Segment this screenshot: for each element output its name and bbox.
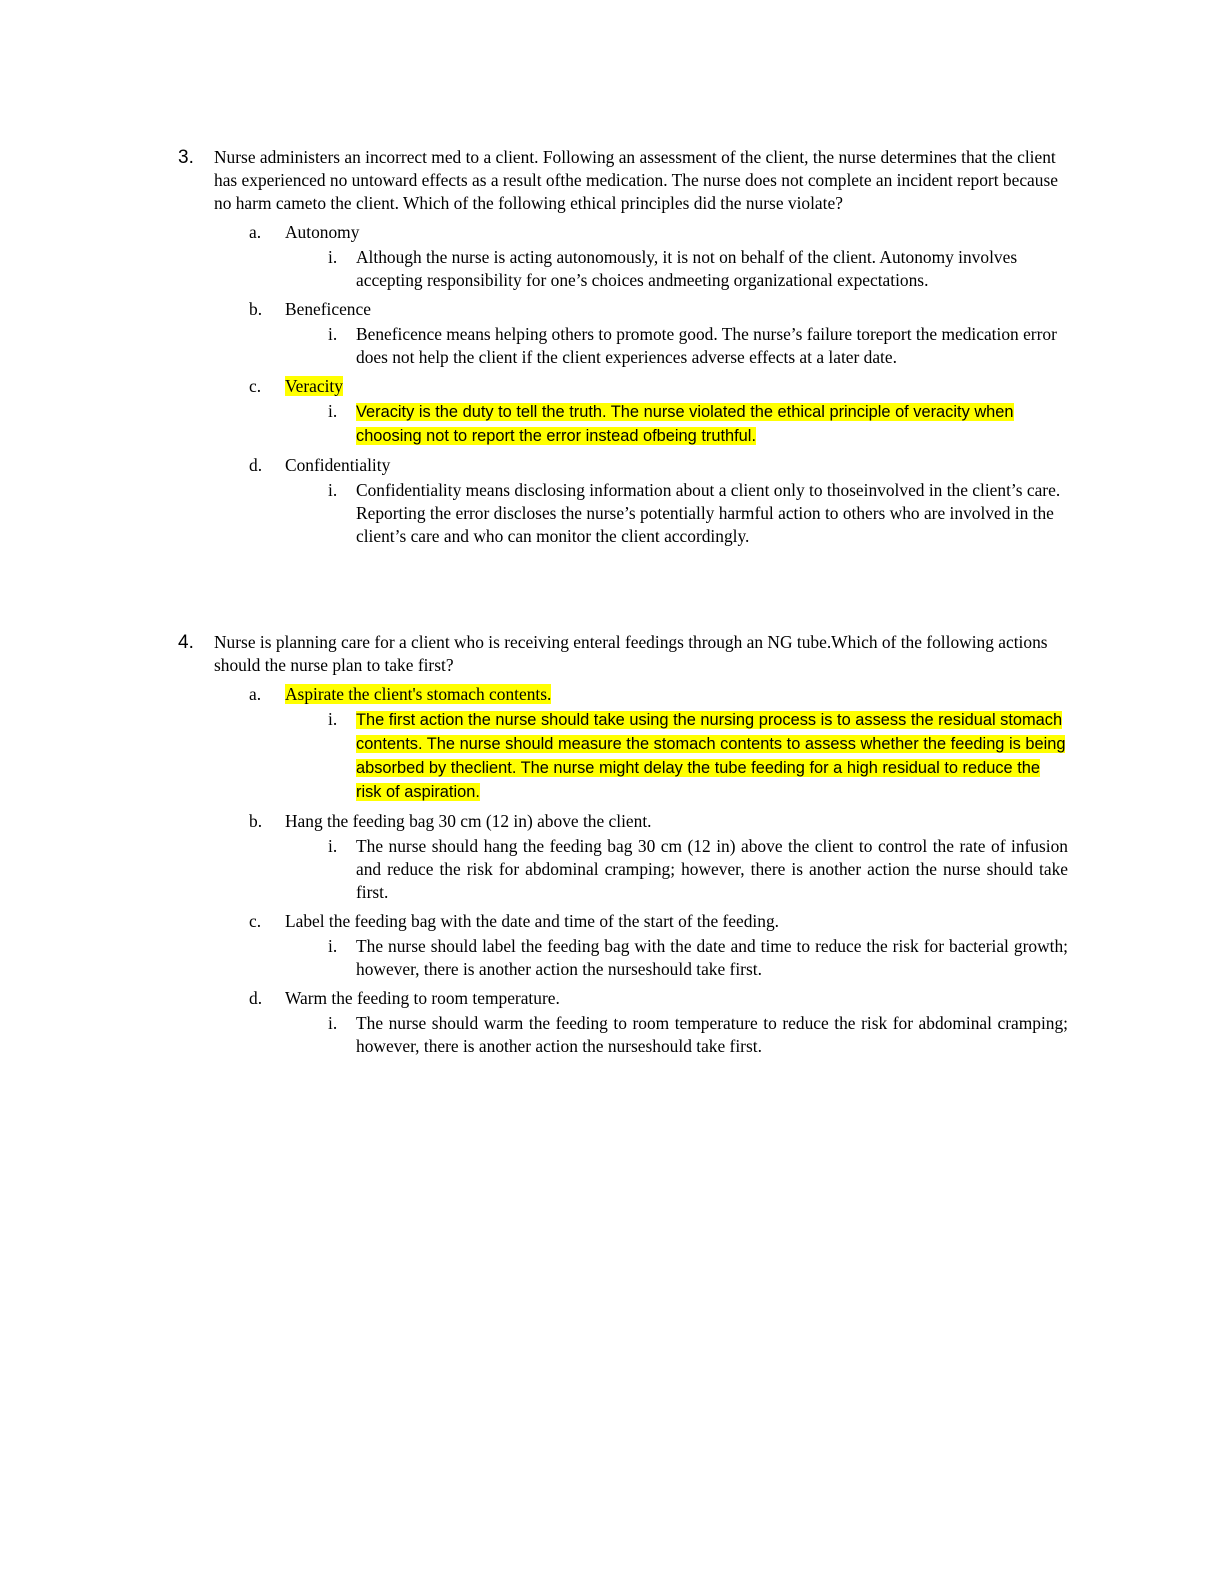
explanation-text: The nurse should hang the feeding bag 30 cm (12 in) above the client to control the rate of infusion and reduce the risk for abdominal cramping; however, there is another action the nurse should take first.: [356, 836, 1068, 902]
option-a-correct: [178, 683, 1078, 706]
option-letter: b.: [249, 299, 263, 319]
explanation-text: The first action the nurse should take using the nursing process is to assess the residual stomach contents. The nurse should measure the stomach contents to assess whether the feeding is being absorbed by theclient. The nurse might delay the tube feeding for a high residual to reduce the risk of aspiration.: [356, 711, 1066, 801]
option-letter: a.: [249, 222, 262, 242]
explanation-number: i.: [328, 709, 338, 729]
explanation: [178, 835, 1078, 904]
explanation: [178, 479, 1078, 548]
explanation-number: i.: [328, 1013, 338, 1033]
option-c: [178, 910, 1078, 933]
explanation-highlighted: [178, 708, 1078, 804]
option-label: Label the feeding bag with the date and time of the start of the feeding.: [285, 911, 780, 931]
question-3: [178, 146, 1078, 548]
option-b: [178, 298, 1078, 321]
explanation-text: Although the nurse is acting autonomously, it is not on behalf of the client. Autonomy involves accepting responsibility for one’s choices andmeeting organizational expectations.: [356, 247, 1018, 290]
explanation-text: Confidentiality means disclosing information about a client only to thoseinvolved in the client’s care. Reporting the error discloses the nurse’s potentially harmful action to others who are involved in the client’s care and who can monitor the client accordingly.: [356, 480, 1061, 546]
option-letter: c.: [249, 376, 262, 396]
explanation-text: Veracity is the duty to tell the truth. The nurse violated the ethical principle of veracity when choosing not to report the error instead ofbeing truthful.: [356, 403, 1014, 445]
explanation-number: i.: [328, 247, 338, 267]
question-4: [178, 631, 1078, 1058]
option-d: [178, 987, 1078, 1010]
option-letter: d.: [249, 455, 263, 475]
question-number: 3.: [178, 147, 194, 168]
explanation-number: i.: [328, 836, 338, 856]
explanation: [178, 246, 1078, 292]
explanation: [178, 323, 1078, 369]
option-label: Confidentiality: [285, 455, 391, 475]
option-label: Hang the feeding bag 30 cm (12 in) above the client.: [285, 811, 652, 831]
option-label-highlighted: Aspirate the client's stomach contents.: [285, 684, 552, 704]
explanation-number: i.: [328, 401, 338, 421]
explanation: [178, 935, 1078, 981]
option-letter: b.: [249, 811, 263, 831]
option-letter: c.: [249, 911, 262, 931]
explanation-number: i.: [328, 324, 338, 344]
option-c-correct: [178, 375, 1078, 398]
explanation-highlighted: [178, 400, 1078, 448]
option-b: [178, 810, 1078, 833]
option-d: [178, 454, 1078, 477]
explanation-number: i.: [328, 480, 338, 500]
question-number: 4.: [178, 632, 194, 653]
option-letter: d.: [249, 988, 263, 1008]
option-label-highlighted: Veracity: [285, 376, 343, 396]
explanation-text: Beneficence means helping others to promote good. The nurse’s failure toreport the medication error does not help the client if the client experiences adverse effects at a later date.: [356, 324, 1057, 367]
option-label: Warm the feeding to room temperature.: [285, 988, 560, 1008]
explanation: [178, 1012, 1078, 1058]
explanation-text: The nurse should warm the feeding to room temperature to reduce the risk for abdominal cramping; however, there is another action the nurseshould take first.: [356, 1013, 1068, 1056]
question-text: Nurse is planning care for a client who is receiving enteral feedings through an NG tube.Which of the following actions should the nurse plan to take first?: [214, 632, 1048, 675]
option-letter: a.: [249, 684, 262, 704]
question-text: Nurse administers an incorrect med to a client. Following an assessment of the client, the nurse determines that the client has experienced no untoward effects as a result ofthe medication. The nurse does not complete an incident report because no harm cameto the client. Which of the following ethical principles did the nurse violate?: [214, 147, 1058, 213]
option-a: [178, 221, 1078, 244]
option-label: Autonomy: [285, 222, 360, 242]
explanation-number: i.: [328, 936, 338, 956]
option-label: Beneficence: [285, 299, 371, 319]
explanation-text: The nurse should label the feeding bag with the date and time to reduce the risk for bacterial growth; however, there is another action the nurseshould take first.: [356, 936, 1068, 979]
